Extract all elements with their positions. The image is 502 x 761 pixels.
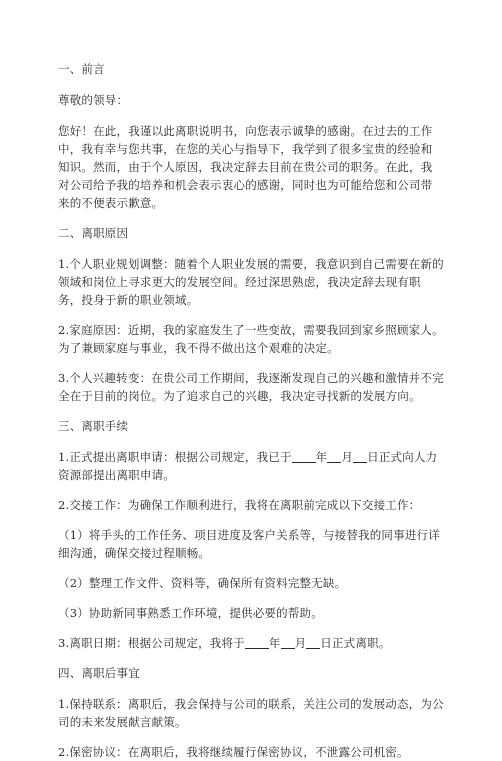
procedure-1-paragraph <box>58 448 444 484</box>
procedure-2-item-1: （1）将手头的工作任务、项目进度及客户关系等，与接替我的同事进行详细沟通，确保交接过程顺畅。 <box>58 528 440 560</box>
year-blank <box>292 450 316 463</box>
procedure-1-text: 1.正式提出离职申请：根据公司规定，我已于 <box>58 450 292 464</box>
procedure-2-item-3: （3）协助新同事熟悉工作环境，提供必要的帮助。 <box>58 606 323 620</box>
reason-1-paragraph: 1.个人职业规划调整：随着个人职业发展的需要，我意识到自己需要在新的领域和岗位上寻求更大的发展空间。经过深思熟虑，我决定辞去现有职务，投身于新的职业领域。 <box>58 257 444 307</box>
day-blank <box>306 636 320 649</box>
month-label: 月 <box>294 636 307 650</box>
procedure-2-paragraph: 2.交接工作：为确保工作顺利进行，我将在离职前完成以下交接工作： <box>58 498 421 512</box>
after-1-paragraph: 1.保持联系：离职后，我会保持与公司的联系，关注公司的发展动态，为公司的未来发展献言献策。 <box>58 697 444 729</box>
month-label: 月 <box>341 450 354 464</box>
reason-3-paragraph: 3.个人兴趣转变：在贵公司工作期间，我逐渐发现自己的兴趣和激情并不完全在于目前的岗位。为了追求自己的兴趣，我决定寻找新的发展方向。 <box>58 371 444 403</box>
greeting: 尊敬的领导： <box>58 93 129 107</box>
reason-2-paragraph: 2.家庭原因：近期，我的家庭发生了一些变故，需要我回到家乡照顾家人。为了兼顾家庭与事业，我不得不做出这个艰难的决定。 <box>58 323 444 355</box>
month-blank <box>327 450 341 463</box>
section-2-heading: 二、离职原因 <box>58 226 129 240</box>
procedure-3-tail: 日正式离职。 <box>320 636 391 650</box>
year-label: 年 <box>268 636 281 650</box>
section-4-heading: 四、离职后事宜 <box>58 666 140 680</box>
procedure-3-paragraph <box>58 634 444 652</box>
month-blank <box>281 636 295 649</box>
after-2-paragraph: 2.保密协议：在离职后，我将继续履行保密协议，不泄露公司机密。 <box>58 745 409 759</box>
year-label: 年 <box>315 450 328 464</box>
section-1-heading: 一、前言 <box>58 62 105 76</box>
procedure-3-text: 3.离职日期：根据公司规定，我将于 <box>58 636 245 650</box>
procedure-1-tail: 日正式向人力资源部提出离职申请。 <box>58 450 438 482</box>
day-blank <box>353 450 367 463</box>
year-blank <box>245 636 269 649</box>
intro-paragraph: 您好！在此，我谨以此离职说明书，向您表示诚挚的感谢。在过去的工作中，我有幸与您共事，在您的关心与指导下，我学到了很多宝贵的经验和知识。然而，由于个人原因，我决定辞去目前在贵公司的职务。在此，我对公司给予我的培养和机会表示衷心的感谢，同时也为可能给您和公司带来的不便表示歉意。 <box>58 124 433 210</box>
procedure-2-item-2: （2）整理工作文件、资料等，确保所有资料完整无缺。 <box>58 576 347 590</box>
section-3-heading: 三、离职手续 <box>58 419 129 433</box>
